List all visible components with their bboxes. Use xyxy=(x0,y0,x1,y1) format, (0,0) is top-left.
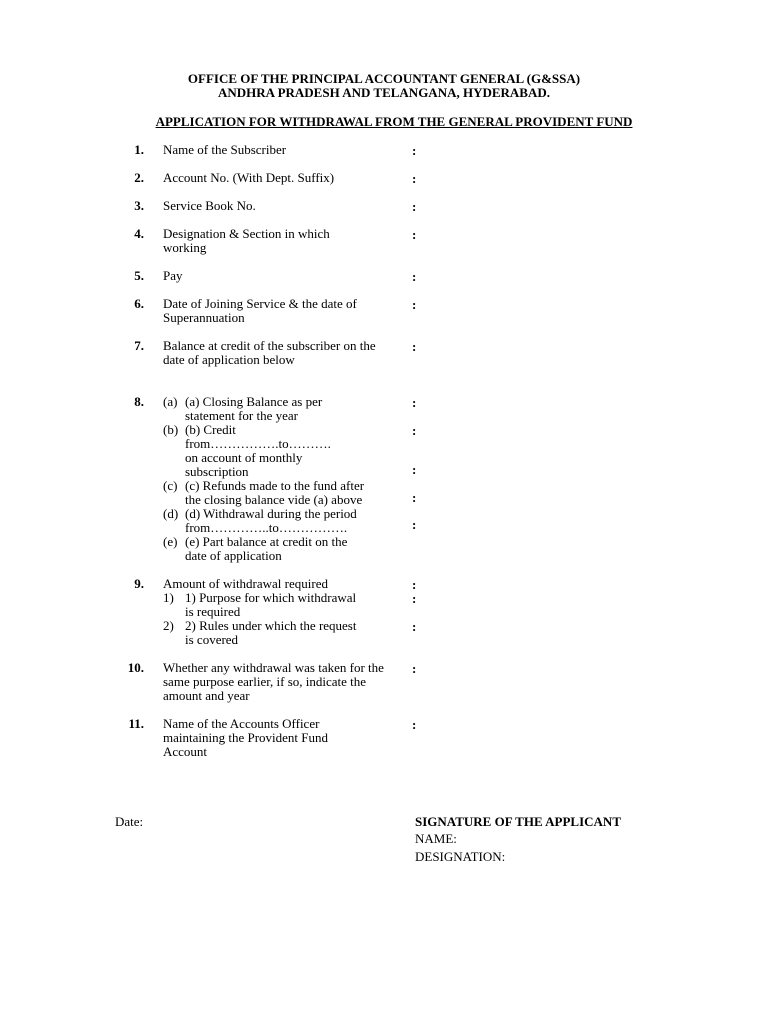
sub-item-text: on account of monthly xyxy=(185,450,303,465)
item-colon: : xyxy=(412,227,417,242)
sub-item-text: 2) Rules under which the request xyxy=(185,618,357,633)
sub-item-a xyxy=(163,395,403,423)
item-number: 6. xyxy=(134,296,144,311)
item-number: 9. xyxy=(134,576,144,591)
sub-item-mark: (e) xyxy=(163,534,178,549)
sub-item-text: (e) Part balance at credit on the xyxy=(185,534,348,549)
sub-item-text: (d) Withdrawal during the period xyxy=(185,506,357,521)
item-label: Name of the Accounts Officer maintaining the Provident Fund Account xyxy=(163,716,329,759)
item-colon: : xyxy=(412,661,417,676)
item-label: Date of Joining Service & the date of Superannuation xyxy=(163,296,357,325)
item-label: Whether any withdrawal was taken for the same purpose earlier, if so, indicate the amount and year xyxy=(163,660,384,703)
sub-item-2 xyxy=(163,619,403,647)
sub-item-mark: (d) xyxy=(163,506,179,521)
signature-label: SIGNATURE OF THE APPLICANT xyxy=(415,814,621,829)
item-label: Amount of withdrawal required xyxy=(163,576,328,591)
sub-item-text: date of application xyxy=(185,548,282,563)
item-number: 2. xyxy=(134,170,144,185)
item-colon: : xyxy=(412,297,417,312)
item-label: Name of the Subscriber xyxy=(163,142,287,157)
sub-item-mark: 1) xyxy=(163,590,174,605)
item-colon: : xyxy=(412,395,417,410)
sub-item-text: 1) Purpose for which withdrawal xyxy=(185,590,357,605)
sub-item-text: (a) Closing Balance as per xyxy=(185,394,323,409)
item-label: Service Book No. xyxy=(163,198,256,213)
item-colon: : xyxy=(412,199,417,214)
name-label: NAME: xyxy=(415,831,457,846)
item-number: 11. xyxy=(128,716,144,731)
form-title: APPLICATION FOR WITHDRAWAL FROM THE GENERAL PROVIDENT FUND xyxy=(155,114,633,129)
item-colon: : xyxy=(412,269,417,284)
item-number: 3. xyxy=(134,198,144,213)
sub-item-text: statement for the year xyxy=(185,408,298,423)
sub-item-mark: (a) xyxy=(163,394,178,409)
item-colon: : xyxy=(412,717,417,732)
sub-item-text: the closing balance vide (a) above xyxy=(185,492,363,507)
item-colon: : xyxy=(412,423,417,438)
item-label: Pay xyxy=(163,268,183,283)
sub-item-text: from…………..to……………. xyxy=(185,520,348,535)
sub-item-c xyxy=(163,479,403,507)
sub-item-mark: (c) xyxy=(163,478,178,493)
item-number: 1. xyxy=(134,142,144,157)
item-colon: : xyxy=(412,591,417,606)
item-colon: : xyxy=(412,339,417,354)
sub-item-text: from…………….to………. xyxy=(185,436,331,451)
sub-item-e xyxy=(163,535,403,563)
office-location: ANDHRA PRADESH AND TELANGANA, HYDERABAD. xyxy=(217,85,550,100)
item-colon: : xyxy=(412,517,417,532)
item-number: 10. xyxy=(127,660,144,675)
item-number: 7. xyxy=(134,338,144,353)
office-title: OFFICE OF THE PRINCIPAL ACCOUNTANT GENERAL (G&SSA) xyxy=(187,71,581,86)
item-colon: : xyxy=(412,462,417,477)
item-colon: : xyxy=(412,619,417,634)
sub-item-text: (c) Refunds made to the fund after xyxy=(185,478,365,493)
item-colon: : xyxy=(412,490,417,505)
date-label: Date: xyxy=(115,814,144,829)
item-colon: : xyxy=(412,143,417,158)
item-number: 8. xyxy=(134,394,144,409)
sub-item-text: is required xyxy=(185,604,241,619)
sub-item-d xyxy=(163,507,403,535)
item-number: 4. xyxy=(134,226,144,241)
item-colon: : xyxy=(412,171,417,186)
sub-item-mark: (b) xyxy=(163,422,179,437)
sub-item-text: (b) Credit xyxy=(185,422,236,437)
sub-item-1 xyxy=(163,591,403,619)
sub-item-mark: 2) xyxy=(163,618,174,633)
sub-item-text: subscription xyxy=(185,464,249,479)
item-label: Account No. (With Dept. Suffix) xyxy=(163,170,335,185)
item-number: 5. xyxy=(134,268,144,283)
sub-item-b xyxy=(163,423,403,479)
designation-label: DESIGNATION: xyxy=(415,849,506,864)
item-label: Balance at credit of the subscriber on the date of application below xyxy=(163,338,376,367)
item-colon: : xyxy=(412,577,417,592)
sub-item-text: is covered xyxy=(185,632,239,647)
item-label: Designation & Section in which working xyxy=(163,226,330,255)
